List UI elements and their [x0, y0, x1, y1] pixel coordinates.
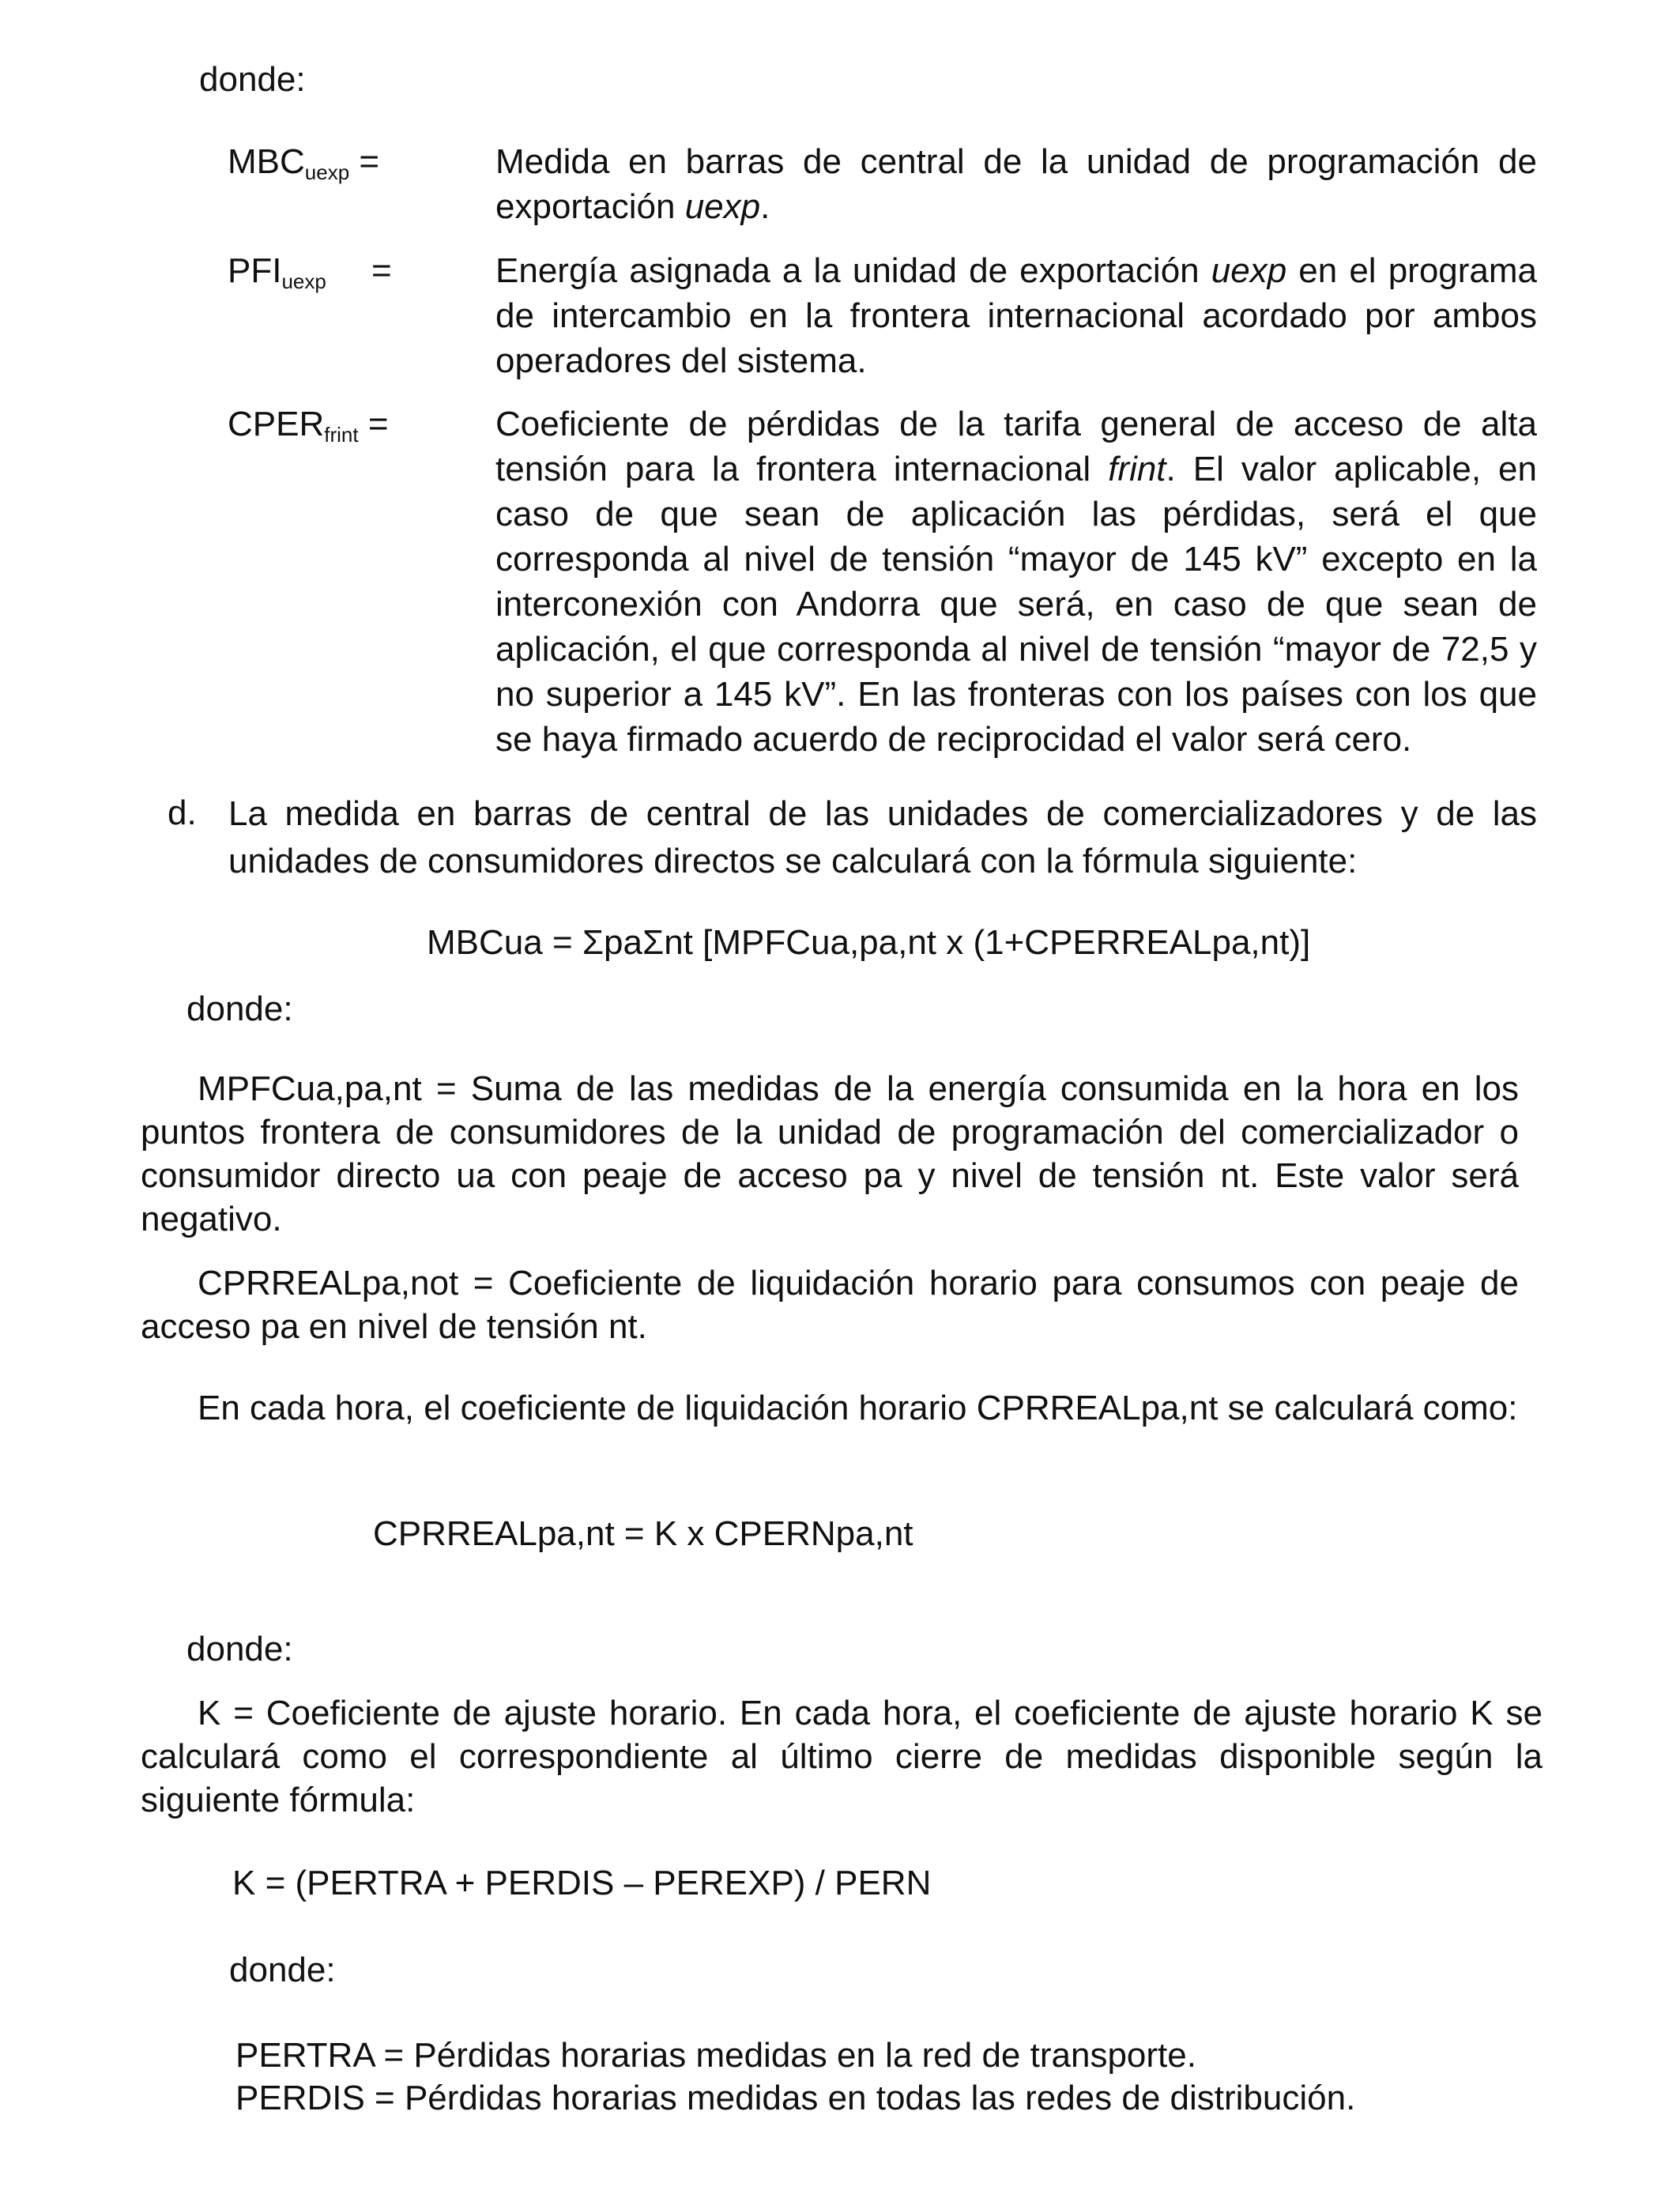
donde-label-4: donde: — [229, 1951, 336, 1989]
mpfc-definition-paragraph: MPFCua,pa,nt = Suma de las medidas de la energía consumida en la hora en los puntos frontera de consumidores de la unidad de programación del comercializador o consumidor directo ua con peaje de acceso pa y nivel de tensión nt. Este valor será negativo. — [141, 1069, 1519, 1238]
definition-term-pfi: PFIuexp — [228, 251, 326, 293]
definition-eq-pfi: = — [371, 251, 392, 290]
donde-label-2: donde: — [186, 990, 293, 1028]
definition-text-cper: Coeficiente de pérdidas de la tarifa general de acceso de alta tensión para la frontera internacional frint. El valor aplicable, en caso de que sean de aplicación las pérdidas, será el que corresponda al nivel de tensión “mayor de 145 kV” excepto en la interconexión con Andorra que será, en caso de que sean de aplicación, el que corresponda al nivel de tensión “mayor de 72,5 y no superior a 145 kV”. En las fronteras con los países con los que se haya firmado acuerdo de reciprocidad el valor será cero. — [495, 405, 1537, 759]
item-d-text: La medida en barras de central de las unidades de comercializadores y de las unidades de consumidores directos se calculará con la fórmula siguiente: — [228, 794, 1537, 880]
pertra-definition: PERTRA = Pérdidas horarias medidas en la red de transporte. — [235, 2036, 1196, 2075]
formula-k: K = (PERTRA + PERDIS – PEREXP) / PERN — [232, 1864, 932, 1902]
definition-text-pfi: Energía asignada a la unidad de exportación uexp en el programa de intercambio en la frontera internacional acordado por ambos operadores del sistema. — [495, 251, 1538, 380]
definition-term-mbc: MBCuexp = — [228, 142, 380, 184]
donde-label-3: donde: — [186, 1630, 293, 1668]
formula-mbcua: MBCua = ΣpaΣnt [MPFCua,pa,nt x (1+CPERREALpa,nt)] — [427, 923, 1311, 962]
cada-hora-paragraph: En cada hora, el coeficiente de liquidación horario CPRREALpa,nt se calculará como: — [198, 1389, 1518, 1427]
cprreal-definition-paragraph: CPRREALpa,not = Coeficiente de liquidación horario para consumos con peaje de acceso pa en nivel de tensión nt. — [141, 1264, 1519, 1346]
donde-label: donde: — [199, 60, 306, 99]
k-definition-paragraph: K = Coeficiente de ajuste horario. En cada hora, el coeficiente de ajuste horario K se calculará como el correspondiente al último cierre de medidas disponible según la siguiente fórmula: — [141, 1694, 1543, 1819]
perdis-definition: PERDIS = Pérdidas horarias medidas en todas las redes de distribución. — [235, 2079, 1356, 2117]
definition-text-mbc: Medida en barras de central de la unidad de programación de exportación uexp. — [495, 142, 1537, 226]
formula-cprreal: CPRREALpa,nt = K x CPERNpa,nt — [373, 1514, 913, 1553]
definition-term-cper: CPERfrint = — [228, 405, 389, 447]
list-marker-d: d. — [168, 794, 197, 832]
